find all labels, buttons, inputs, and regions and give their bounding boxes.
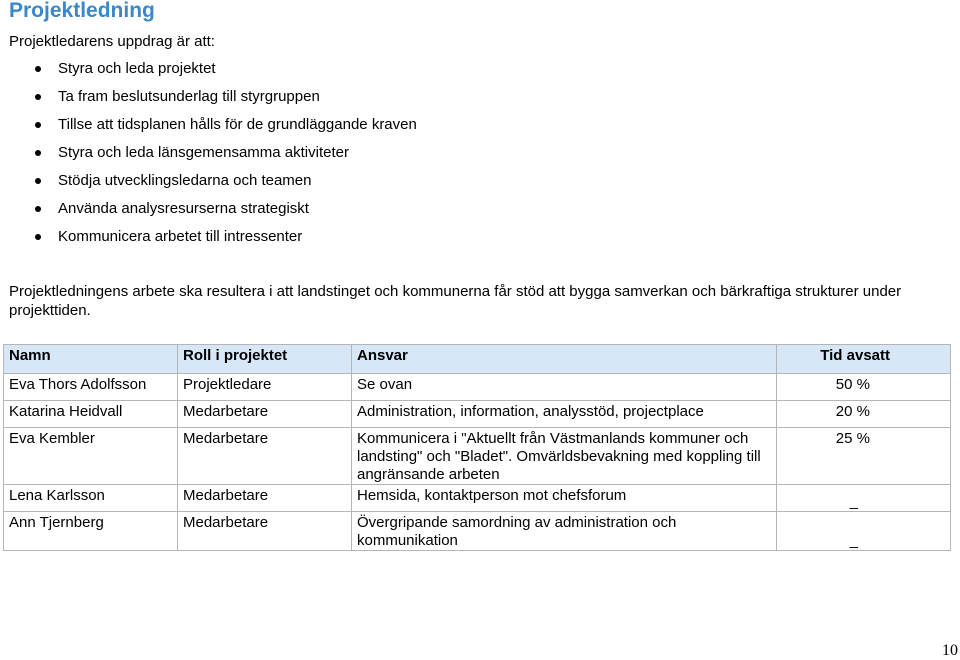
cell-time: _ <box>777 512 951 551</box>
cell-time: 50 % <box>777 374 951 401</box>
cell-role: Medarbetare <box>178 401 352 428</box>
list-item-text: Kommunicera arbetet till intressenter <box>58 228 303 245</box>
cell-time: 20 % <box>777 401 951 428</box>
cell-name: Katarina Heidvall <box>4 401 178 428</box>
cell-name: Ann Tjernberg <box>4 512 178 551</box>
list-item <box>0 228 417 256</box>
cell-name: Eva Thors Adolfsson <box>4 374 178 401</box>
bullet-icon <box>35 94 41 100</box>
cell-name: Eva Kembler <box>4 428 178 485</box>
cell-role: Medarbetare <box>178 485 352 512</box>
bullet-icon <box>35 234 41 240</box>
list-item <box>0 144 417 172</box>
table-header-row <box>4 345 951 374</box>
list-item <box>0 116 417 144</box>
list-item <box>0 60 417 88</box>
table-row <box>4 374 951 401</box>
cell-role: Medarbetare <box>178 428 352 485</box>
summary-paragraph: Projektledningens arbete ska resultera i att landstinget och kommunerna får stöd att bygga samverkan och bärkraftiga strukturer under projekttiden. <box>9 283 902 319</box>
column-header-name: Namn <box>4 345 178 374</box>
bullet-icon <box>35 150 41 156</box>
table-row <box>4 401 951 428</box>
column-header-responsibility: Ansvar <box>352 345 777 374</box>
list-item-text: Tillse att tidsplanen hålls för de grundläggande kraven <box>58 116 417 133</box>
list-item <box>0 200 417 228</box>
list-item-text: Styra och leda projektet <box>58 60 216 77</box>
list-item-text: Ta fram beslutsunderlag till styrgruppen <box>58 88 320 105</box>
list-item <box>0 88 417 116</box>
cell-responsibility: Se ovan <box>352 374 777 401</box>
list-item-text: Stödja utvecklingsledarna och teamen <box>58 172 312 189</box>
cell-role: Projektledare <box>178 374 352 401</box>
bullet-icon <box>35 178 41 184</box>
cell-responsibility: Övergripande samordning av administration och kommunikation <box>352 512 777 551</box>
cell-role: Medarbetare <box>178 512 352 551</box>
page-number: 10 <box>942 642 958 659</box>
table-row <box>4 428 951 485</box>
column-header-role: Roll i projektet <box>178 345 352 374</box>
list-item <box>0 172 417 200</box>
cell-responsibility: Administration, information, analysstöd, projectplace <box>352 401 777 428</box>
bullet-icon <box>35 122 41 128</box>
cell-time: 25 % <box>777 428 951 485</box>
intro-text: Projektledarens uppdrag är att: <box>9 33 215 50</box>
cell-responsibility: Kommunicera i "Aktuellt från Västmanlands kommuner och landsting" och "Bladet". Omvärldsbevakning med koppling till angränsande arbeten <box>352 428 777 485</box>
cell-name: Lena Karlsson <box>4 485 178 512</box>
column-header-time: Tid avsatt <box>777 345 951 374</box>
list-item-text: Använda analysresurserna strategiskt <box>58 200 309 217</box>
section-heading: Projektledning <box>9 0 155 22</box>
cell-time: _ <box>777 485 951 512</box>
project-staff-table <box>3 344 951 551</box>
table-row <box>4 512 951 551</box>
cell-responsibility: Hemsida, kontaktperson mot chefsforum <box>352 485 777 512</box>
bullet-icon <box>35 206 41 212</box>
table-row <box>4 485 951 512</box>
bullet-icon <box>35 66 41 72</box>
task-list <box>0 60 417 256</box>
list-item-text: Styra och leda länsgemensamma aktiviteter <box>58 144 349 161</box>
